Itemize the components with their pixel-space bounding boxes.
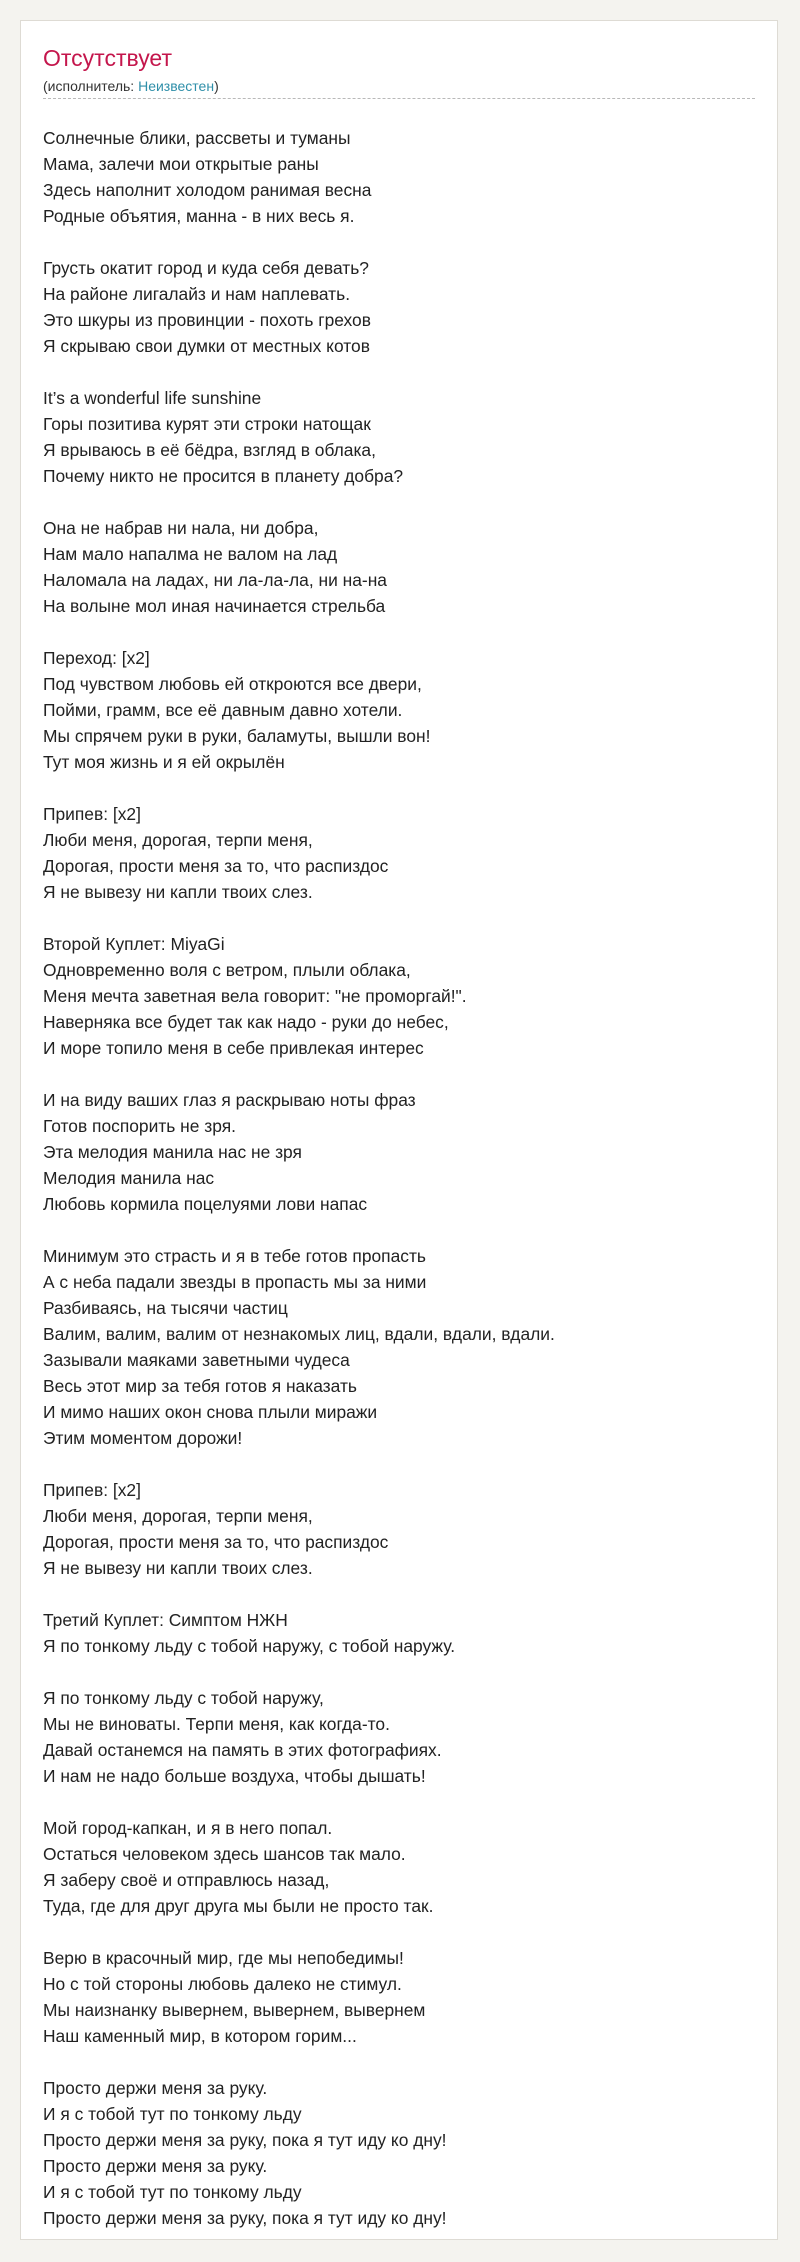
stanza-gap [43, 489, 767, 515]
stanza [43, 645, 767, 775]
lyric-line: Я по тонкому льду с тобой наружу, [43, 1688, 324, 1708]
artist-prefix: (исполнитель: [43, 78, 139, 94]
lyric-line: Наломала на ладах, ни ла-ла-ла, ни на-на [43, 570, 387, 590]
lyric-line: Второй Куплет: MiyaGi [43, 934, 225, 954]
lyric-line: На районе лигалайз и нам наплевать. [43, 284, 351, 304]
stanza [43, 1607, 767, 1659]
song-header [43, 43, 755, 99]
lyric-line: Мы не виноваты. Терпи меня, как когда-то. [43, 1714, 390, 1734]
lyric-line: Пойми, грамм, все её давным давно хотели. [43, 700, 403, 720]
stanza [43, 2075, 767, 2231]
stanza-gap [43, 2049, 767, 2075]
lyric-line: Просто держи меня за руку. [43, 2078, 268, 2098]
lyric-line: Я не вывезу ни капли твоих слез. [43, 1558, 313, 1578]
stanza-gap [43, 1789, 767, 1815]
lyric-line: Я скрываю свои думки от местных котов [43, 336, 370, 356]
lyric-line: Мы спрячем руки в руки, баламуты, вышли вон! [43, 726, 431, 746]
lyric-line: Почему никто не просится в планету добра? [43, 466, 404, 486]
lyric-line: Припев: [x2] [43, 804, 141, 824]
lyric-line: Просто держи меня за руку. [43, 2156, 268, 2176]
lyric-line: Любовь кормила поцелуями лови напас [43, 1194, 368, 1214]
lyric-line: Готов поспорить не зря. [43, 1116, 236, 1136]
lyric-line: А с неба падали звезды в пропасть мы за ними [43, 1272, 427, 1292]
lyric-line: Люби меня, дорогая, терпи меня, [43, 830, 313, 850]
lyric-line: Зазывали маяками заветными чудеса [43, 1350, 350, 1370]
stanza-gap [43, 1581, 767, 1607]
stanza [43, 1087, 767, 1217]
lyric-line: Минимум это страсть и я в тебе готов пропасть [43, 1246, 426, 1266]
lyric-line: Я врываюсь в её бёдра, взгляд в облака, [43, 440, 376, 460]
lyric-line: Просто держи меня за руку, пока я тут иду ко дну! [43, 2208, 447, 2228]
lyric-line: Эта мелодия манила нас не зря [43, 1142, 302, 1162]
stanza [43, 385, 767, 489]
stanza [43, 1477, 767, 1581]
stanza-gap [43, 619, 767, 645]
lyric-line: Под чувством любовь ей откроются все двери, [43, 674, 422, 694]
lyric-line: И на виду ваших глаз я раскрываю ноты фраз [43, 1090, 416, 1110]
lyric-line: Одновременно воля с ветром, плыли облака, [43, 960, 411, 980]
stanza-gap [43, 1659, 767, 1685]
stanza-gap [43, 1061, 767, 1087]
stanza-gap [43, 905, 767, 931]
lyric-line: Мелодия манила нас [43, 1168, 215, 1188]
stanza [43, 1815, 767, 1919]
lyric-line: Тут моя жизнь и я ей окрылён [43, 752, 285, 772]
lyric-line: Я по тонкому льду с тобой наружу, с тобой наружу. [43, 1636, 456, 1656]
lyric-line: Переход: [x2] [43, 648, 150, 668]
artist-name: Неизвестен [138, 78, 215, 94]
stanza [43, 1945, 767, 2049]
lyric-line: Наш каменный мир, в котором горим... [43, 2026, 357, 2046]
stanza [43, 125, 767, 229]
lyric-line: Это шкуры из провинции - похоть грехов [43, 310, 371, 330]
lyric-line: И я с тобой тут по тонкому льду [43, 2104, 302, 2124]
artist-suffix: ) [214, 78, 219, 94]
lyric-line: Наверняка все будет так как надо - руки до небес, [43, 1012, 449, 1032]
lyric-line: Я заберу своё и отправлюсь назад, [43, 1870, 330, 1890]
lyric-line: Горы позитива курят эти строки натощак [43, 414, 371, 434]
lyric-line: Мама, залечи мои открытые раны [43, 154, 319, 174]
lyrics-body [43, 125, 767, 2231]
lyric-line: Дорогая, прости меня за то, что распиздос [43, 856, 389, 876]
lyric-line: И я с тобой тут по тонкому льду [43, 2182, 302, 2202]
lyric-line: Мой город-капкан, и я в него попал. [43, 1818, 333, 1838]
stanza-gap [43, 1919, 767, 1945]
stanza [43, 1243, 767, 1451]
stanza [43, 931, 767, 1061]
lyric-line: Третий Куплет: Симптом НЖН [43, 1610, 288, 1630]
lyric-line: На волыне мол иная начинается стрельба [43, 596, 386, 616]
stanza-gap [43, 1451, 767, 1477]
stanza-gap [43, 359, 767, 385]
stanza-gap [43, 229, 767, 255]
lyric-line: Грусть окатит город и куда себя девать? [43, 258, 369, 278]
lyric-line: It’s a wonderful life sunshine [43, 388, 262, 408]
lyric-line: И нам не надо больше воздуха, чтобы дышать! [43, 1766, 426, 1786]
lyric-line: Давай останемся на память в этих фотографиях. [43, 1740, 442, 1760]
lyric-line: Нам мало напалма не валом на лад [43, 544, 338, 564]
lyric-line: Этим моментом дорожи! [43, 1428, 243, 1448]
stanza [43, 515, 767, 619]
lyric-line: Родные объятия, манна - в них весь я. [43, 206, 355, 226]
lyrics-page [20, 20, 778, 2240]
lyric-line: Я не вывезу ни капли твоих слез. [43, 882, 313, 902]
stanza-gap [43, 775, 767, 801]
stanza [43, 255, 767, 359]
lyric-line: Верю в красочный мир, где мы непобедимы! [43, 1948, 404, 1968]
lyric-line: Дорогая, прости меня за то, что распиздос [43, 1532, 389, 1552]
lyric-line: Остаться человеком здесь шансов так мало. [43, 1844, 406, 1864]
lyric-line: Меня мечта заветная вела говорит: "не проморгай!". [43, 986, 467, 1006]
lyric-line: Разбиваясь, на тысячи частиц [43, 1298, 288, 1318]
lyric-line: Весь этот мир за тебя готов я наказать [43, 1376, 357, 1396]
lyric-line: Люби меня, дорогая, терпи меня, [43, 1506, 313, 1526]
stanza-gap [43, 1217, 767, 1243]
lyric-line: Солнечные блики, рассветы и туманы [43, 128, 351, 148]
lyric-line: Валим, валим, валим от незнакомых лиц, вдали, вдали, вдали. [43, 1324, 555, 1344]
lyric-line: Здесь наполнит холодом ранимая весна [43, 180, 372, 200]
lyric-line: Мы наизнанку вывернем, вывернем, вывернем [43, 2000, 426, 2020]
lyric-line: Просто держи меня за руку, пока я тут иду ко дну! [43, 2130, 447, 2150]
lyric-line: Припев: [x2] [43, 1480, 141, 1500]
song-title: Отсутствует [43, 45, 172, 71]
lyric-line: Она не набрав ни нала, ни добра, [43, 518, 319, 538]
lyric-line: Но с той стороны любовь далеко не стимул. [43, 1974, 402, 1994]
lyric-line: И мимо наших окон снова плыли миражи [43, 1402, 378, 1422]
artist-line [43, 77, 755, 99]
stanza [43, 801, 767, 905]
lyric-line: Туда, где для друг друга мы были не просто так. [43, 1896, 434, 1916]
stanza [43, 1685, 767, 1789]
lyric-line: И море топило меня в себе привлекая интерес [43, 1038, 424, 1058]
